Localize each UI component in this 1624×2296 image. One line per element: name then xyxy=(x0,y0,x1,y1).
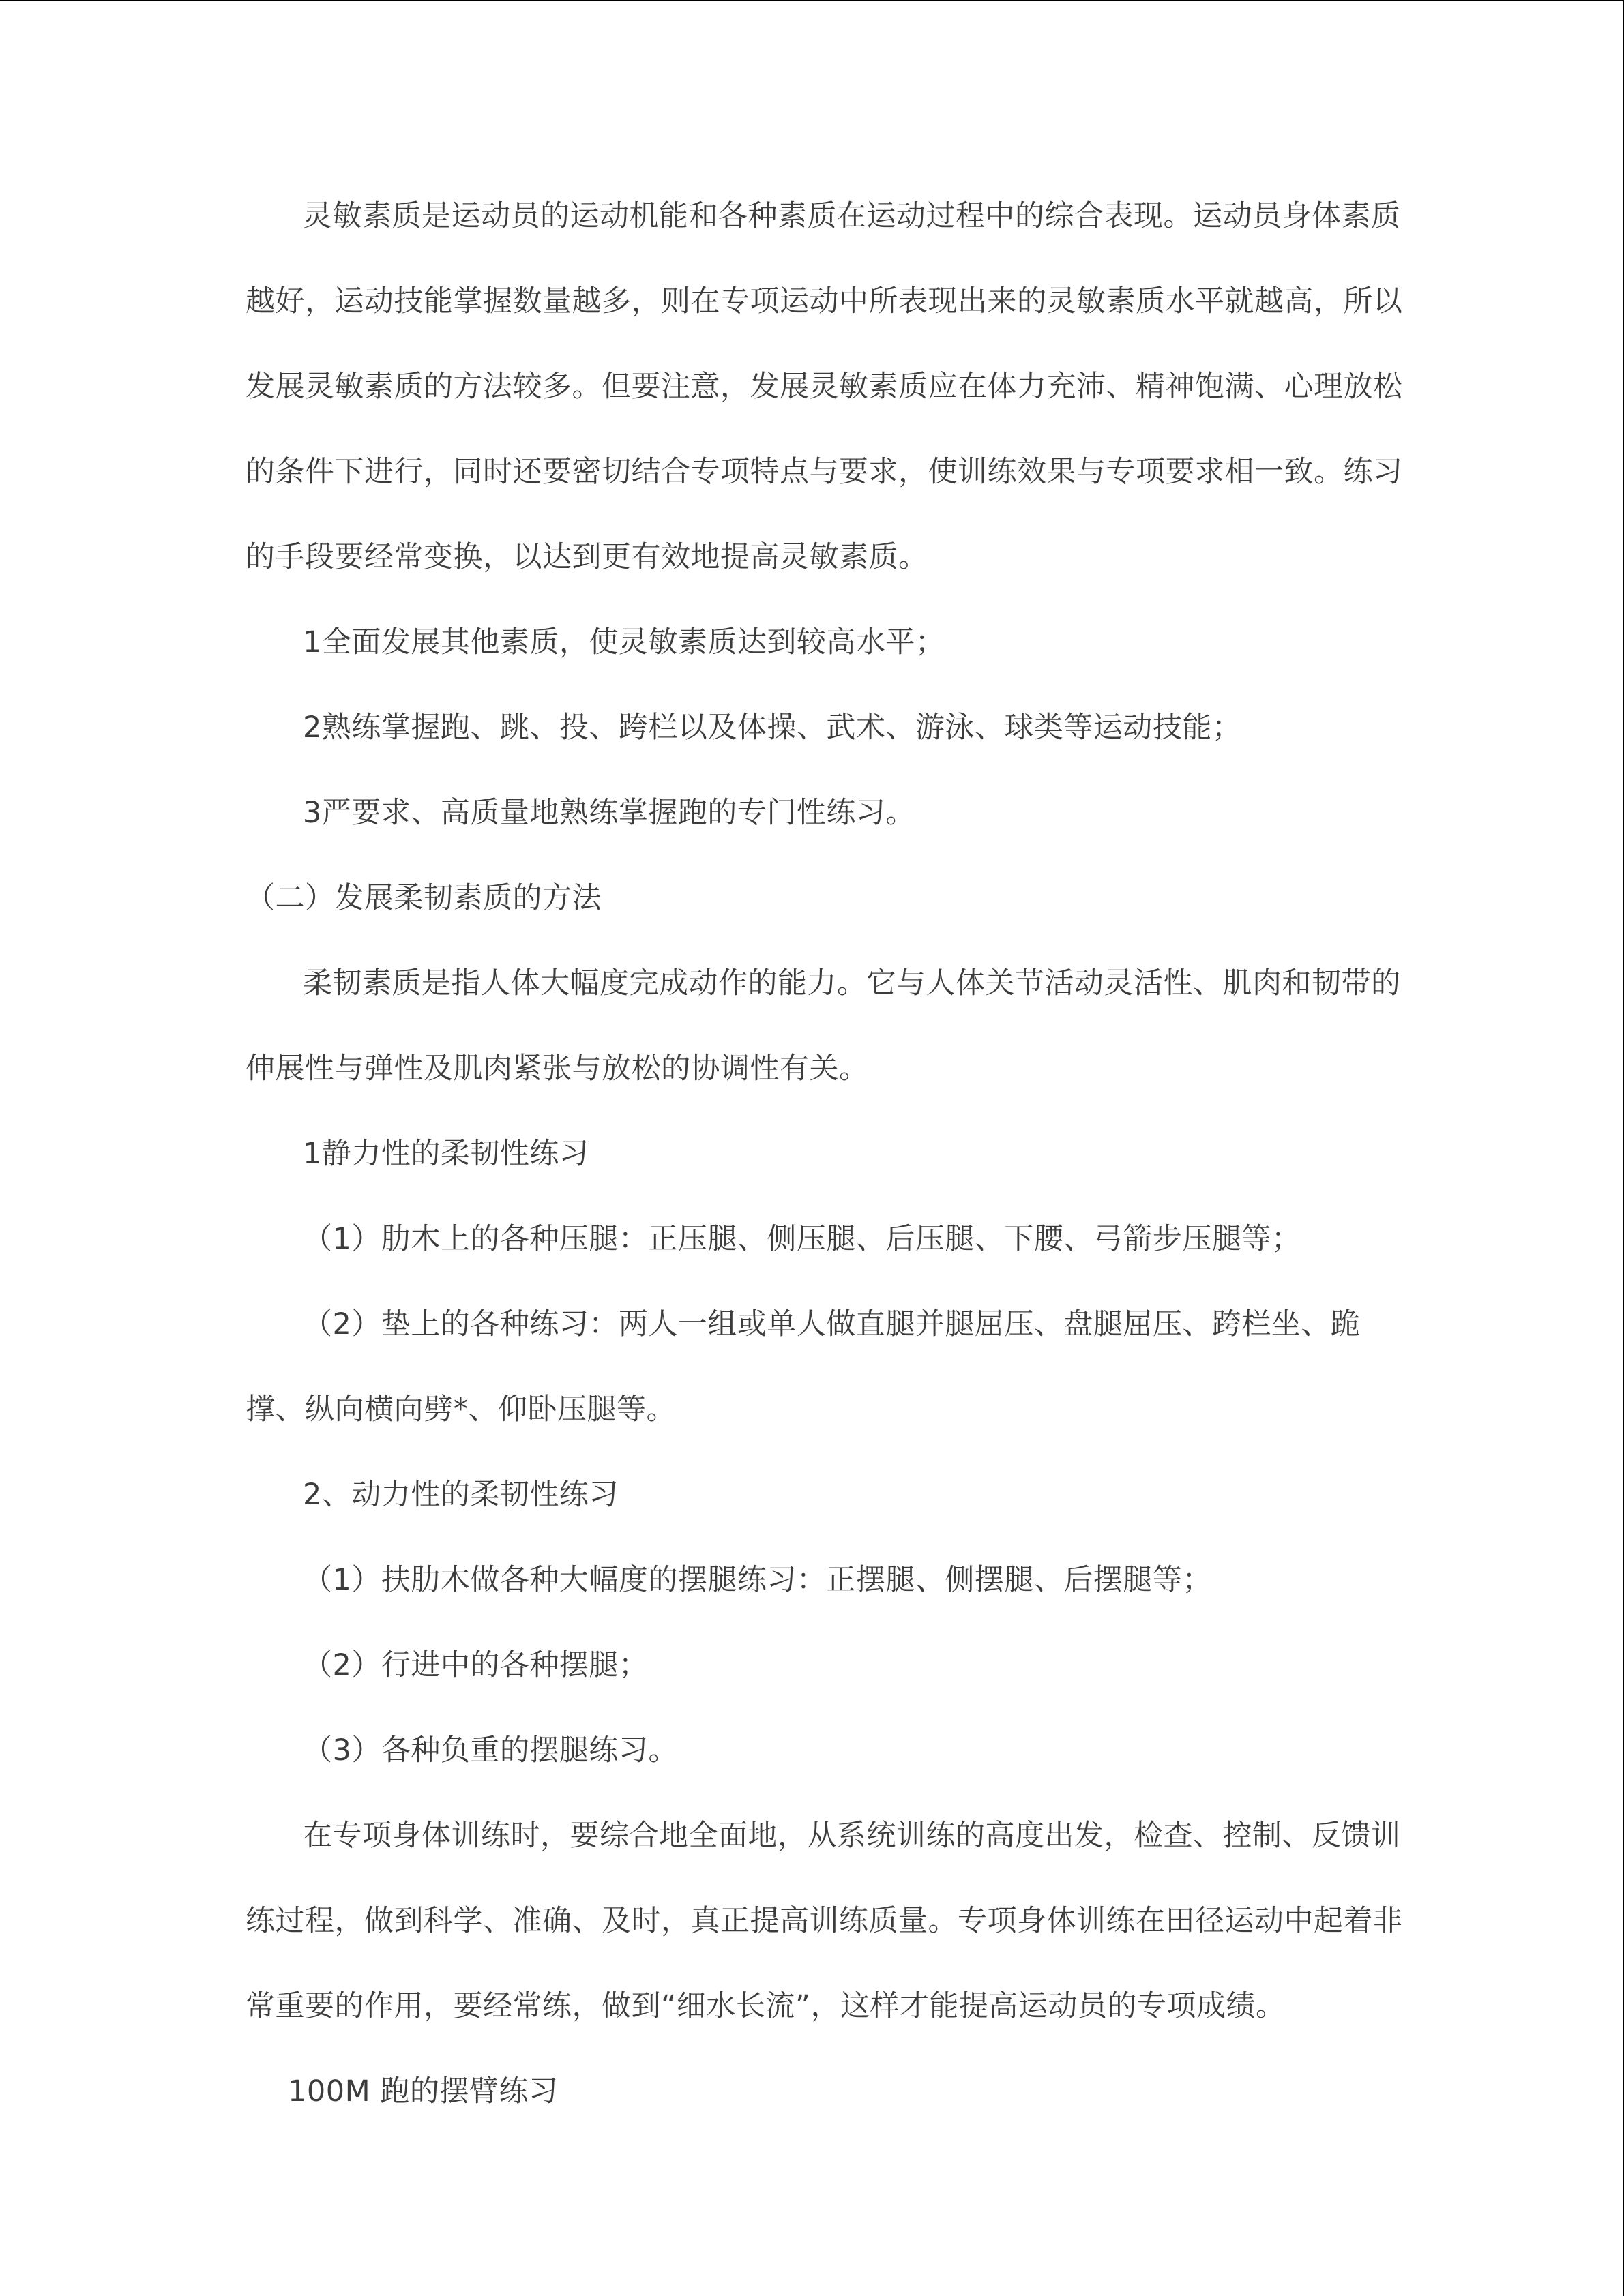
subheading-100m-arm-swing: 100M 跑的摆臂练习 xyxy=(288,2074,559,2108)
paragraph-training-line-3: 常重要的作用，要经常练，做到“细水长流”，这样才能提高运动员的专项成绩。 xyxy=(246,1989,1286,2023)
subheading-static-flexibility: 1静力性的柔韧性练习 xyxy=(303,1137,589,1171)
paragraph-agility-line-4: 的条件下进行，同时还要密切结合专项特点与要求，使训练效果与专项要求相一致。练习 xyxy=(246,455,1403,489)
paragraph-flexibility-line-1: 柔韧素质是指人体大幅度完成动作的能力。它与人体关节活动灵活性、肌肉和韧带的 xyxy=(303,966,1401,1000)
agility-list-item-3: 3严要求、高质量地熟练掌握跑的专门性练习。 xyxy=(303,796,915,830)
static-list-item-1: （1）肋木上的各种压腿：正压腿、侧压腿、后压腿、下腰、弓箭步压腿等； xyxy=(303,1222,1301,1256)
dynamic-list-item-2: （2）行进中的各种摆腿； xyxy=(303,1648,649,1682)
paragraph-flexibility-line-2: 伸展性与弹性及肌肉紧张与放松的协调性有关。 xyxy=(246,1052,869,1086)
agility-list-item-2: 2熟练掌握跑、跳、投、跨栏以及体操、武术、游泳、球类等运动技能； xyxy=(303,711,1242,745)
paragraph-training-line-2: 练过程，做到科学、准确、及时，真正提高训练质量。专项身体训练在田径运动中起着非 xyxy=(246,1904,1403,1938)
subheading-dynamic-flexibility: 2、动力性的柔韧性练习 xyxy=(303,1478,619,1512)
paragraph-agility-line-2: 越好，运动技能掌握数量越多，则在专项运动中所表现出来的灵敏素质水平就越高，所以 xyxy=(246,284,1403,318)
agility-list-item-1: 1全面发展其他素质，使灵敏素质达到较高水平； xyxy=(303,625,945,659)
section-heading-flexibility: （二）发展柔韧素质的方法 xyxy=(246,881,602,915)
paragraph-training-line-1: 在专项身体训练时，要综合地全面地，从系统训练的高度出发，检查、控制、反馈训 xyxy=(303,1819,1401,1853)
dynamic-list-item-1: （1）扶肋木做各种大幅度的摆腿练习：正摆腿、侧摆腿、后摆腿等； xyxy=(303,1563,1212,1597)
static-list-item-2-line-1: （2）垫上的各种练习：两人一组或单人做直腿并腿屈压、盘腿屈压、跨栏坐、跪 xyxy=(303,1307,1361,1341)
paragraph-agility-line-5: 的手段要经常变换，以达到更有效地提高灵敏素质。 xyxy=(246,540,928,574)
static-list-item-2-line-2: 撑、纵向横向劈*、仰卧压腿等。 xyxy=(246,1392,676,1427)
dynamic-list-item-3: （3）各种负重的摆腿练习。 xyxy=(303,1733,678,1768)
paragraph-agility-line-1: 灵敏素质是运动员的运动机能和各种素质在运动过程中的综合表现。运动员身体素质 xyxy=(303,199,1401,233)
paragraph-agility-line-3: 发展灵敏素质的方法较多。但要注意，发展灵敏素质应在体力充沛、精神饱满、心理放松 xyxy=(246,370,1403,404)
